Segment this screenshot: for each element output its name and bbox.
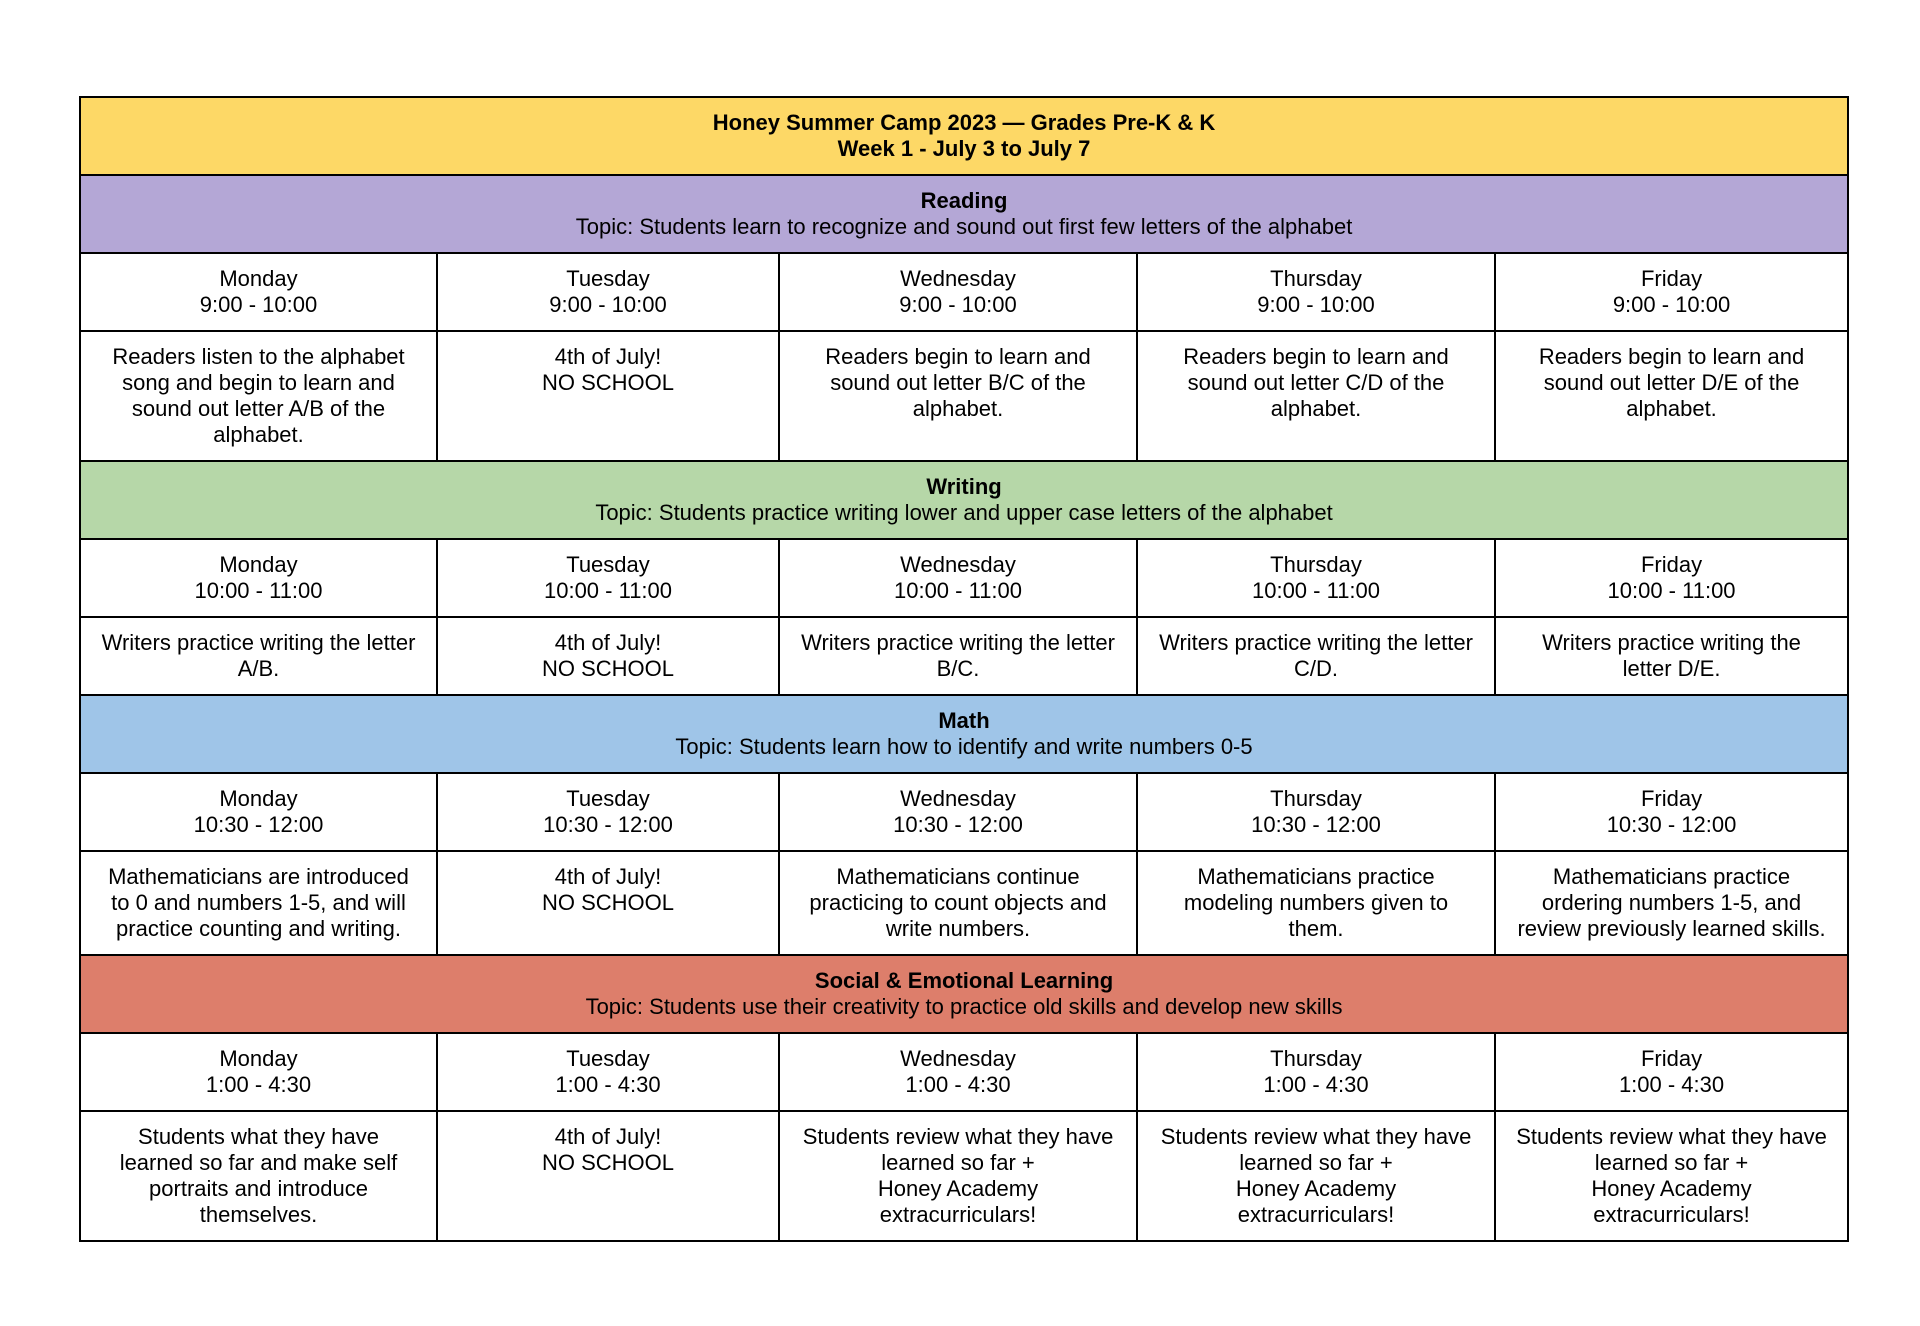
day-name: Monday <box>219 552 298 577</box>
activity-text: learned so far + <box>881 1150 1035 1175</box>
activity-cell <box>80 617 437 695</box>
activity-text: NO SCHOOL <box>541 370 675 395</box>
activity-text: learned so far + <box>1239 1150 1393 1175</box>
section-topic: Topic: Students learn to recognize and sound out first few letters of the alphabet <box>575 214 1353 239</box>
activity-text: B/C. <box>936 656 980 681</box>
math-section <box>80 695 1848 955</box>
time-slot: 9:00 - 10:00 <box>899 292 1017 317</box>
day-cell <box>1137 539 1495 617</box>
activity-cell <box>437 1111 779 1241</box>
sel-activity-row <box>80 1111 1848 1241</box>
day-cell <box>1137 773 1495 851</box>
day-name: Wednesday <box>900 1046 1016 1071</box>
activity-text: 4th of July! <box>554 864 662 889</box>
activity-cell <box>437 331 779 461</box>
day-cell <box>1495 773 1848 851</box>
day-cell <box>1137 253 1495 331</box>
activity-cell <box>1495 617 1848 695</box>
day-name: Thursday <box>1270 1046 1362 1071</box>
day-cell <box>779 773 1137 851</box>
activity-cell <box>779 331 1137 461</box>
reading-day-row <box>80 253 1848 331</box>
activity-text: Readers listen to the alphabet <box>112 344 405 369</box>
section-topic: Topic: Students learn how to identify and write numbers 0-5 <box>675 734 1253 759</box>
day-name: Tuesday <box>566 266 650 291</box>
writing-activity-row <box>80 617 1848 695</box>
activity-text: review previously learned skills. <box>1517 916 1826 941</box>
day-cell <box>437 253 779 331</box>
activity-cell <box>437 851 779 955</box>
activity-text: alphabet. <box>213 422 304 447</box>
activity-text: themselves. <box>199 1202 318 1227</box>
day-cell <box>779 253 1137 331</box>
section-topic: Topic: Students use their creativity to practice old skills and develop new skills <box>585 994 1343 1019</box>
activity-text: song and begin to learn and <box>122 370 395 395</box>
day-cell <box>779 1033 1137 1111</box>
activity-text: to 0 and numbers 1-5, and will <box>111 890 406 915</box>
sel-header-row <box>80 955 1848 1033</box>
time-slot: 10:00 - 11:00 <box>1251 578 1381 603</box>
day-name: Tuesday <box>566 786 650 811</box>
day-name: Wednesday <box>900 552 1016 577</box>
week-label: Week 1 - July 3 to July 7 <box>837 136 1091 161</box>
activity-text: them. <box>1288 916 1344 941</box>
time-slot: 10:30 - 12:00 <box>893 812 1023 837</box>
activity-text: Readers begin to learn and <box>1538 344 1805 369</box>
time-slot: 9:00 - 10:00 <box>549 292 667 317</box>
activity-text: Writers practice writing the <box>1542 630 1801 655</box>
day-cell <box>437 773 779 851</box>
day-cell <box>1495 253 1848 331</box>
camp-title: Honey Summer Camp 2023 — Grades Pre-K & K <box>712 110 1216 135</box>
sel-day-row <box>80 1033 1848 1111</box>
math-day-row <box>80 773 1848 851</box>
math-activity-row <box>80 851 1848 955</box>
day-cell <box>1137 1033 1495 1111</box>
writing-header-row <box>80 461 1848 539</box>
activity-cell <box>80 851 437 955</box>
day-name: Monday <box>219 786 298 811</box>
day-cell <box>779 539 1137 617</box>
reading-header-row <box>80 175 1848 253</box>
activity-text: sound out letter C/D of the <box>1187 370 1445 395</box>
sel-header-cell <box>80 955 1848 1033</box>
section-name: Writing <box>926 474 1002 499</box>
reading-header-cell <box>80 175 1848 253</box>
time-slot: 1:00 - 4:30 <box>555 1072 661 1097</box>
time-slot: 10:00 - 11:00 <box>1607 578 1736 603</box>
activity-cell <box>80 331 437 461</box>
activity-text: portraits and introduce <box>149 1176 368 1201</box>
activity-text: Students what they have <box>138 1124 379 1149</box>
activity-text: Readers begin to learn and <box>825 344 1091 369</box>
activity-text: alphabet. <box>912 396 1004 421</box>
activity-text: C/D. <box>1294 656 1338 681</box>
day-name: Wednesday <box>900 786 1016 811</box>
activity-cell <box>1137 851 1495 955</box>
section-name: Math <box>938 708 990 733</box>
activity-text: letter D/E. <box>1622 656 1721 681</box>
activity-text: Honey Academy <box>1591 1176 1752 1201</box>
time-slot: 10:00 - 11:00 <box>893 578 1023 603</box>
day-cell <box>80 1033 437 1111</box>
time-slot: 10:30 - 12:00 <box>193 812 324 837</box>
day-name: Monday <box>219 266 298 291</box>
activity-text: Readers begin to learn and <box>1183 344 1449 369</box>
activity-text: Honey Academy <box>1235 1176 1397 1201</box>
activity-text: Students review what they have <box>1160 1124 1472 1149</box>
activity-cell <box>779 617 1137 695</box>
title-cell <box>80 97 1848 175</box>
writing-day-row <box>80 539 1848 617</box>
activity-cell <box>1137 331 1495 461</box>
time-slot: 1:00 - 4:30 <box>205 1072 312 1097</box>
section-name: Reading <box>920 188 1008 213</box>
time-slot: 10:30 - 12:00 <box>1251 812 1381 837</box>
activity-text: 4th of July! <box>554 1124 662 1149</box>
day-name: Friday <box>1640 1046 1703 1071</box>
time-slot: 10:00 - 11:00 <box>543 578 673 603</box>
activity-text: Students review what they have <box>802 1124 1114 1149</box>
activity-text: modeling numbers given to <box>1183 890 1449 915</box>
activity-text: Students review what they have <box>1516 1124 1827 1149</box>
activity-cell <box>1137 1111 1495 1241</box>
day-name: Thursday <box>1270 786 1362 811</box>
activity-text: Mathematicians practice <box>1197 864 1435 889</box>
math-header-row <box>80 695 1848 773</box>
day-cell <box>80 253 437 331</box>
time-slot: 10:30 - 12:00 <box>543 812 673 837</box>
day-name: Friday <box>1640 266 1703 291</box>
day-cell <box>437 1033 779 1111</box>
activity-cell <box>1495 851 1848 955</box>
activity-text: Mathematicians continue <box>836 864 1080 889</box>
day-name: Thursday <box>1270 552 1362 577</box>
activity-cell <box>1495 1111 1848 1241</box>
activity-text: NO SCHOOL <box>541 890 675 915</box>
section-name: Social & Emotional Learning <box>814 968 1114 993</box>
activity-text: alphabet. <box>1270 396 1362 421</box>
math-header-cell <box>80 695 1848 773</box>
time-slot: 9:00 - 10:00 <box>1257 292 1375 317</box>
activity-text: alphabet. <box>1626 396 1717 421</box>
day-name: Friday <box>1640 552 1703 577</box>
activity-text: sound out letter D/E of the <box>1543 370 1800 395</box>
activity-cell <box>437 617 779 695</box>
activity-cell <box>779 851 1137 955</box>
activity-text: practicing to count objects and <box>809 890 1107 915</box>
activity-cell <box>1495 331 1848 461</box>
activity-text: Honey Academy <box>877 1176 1039 1201</box>
day-cell <box>80 773 437 851</box>
day-name: Wednesday <box>900 266 1016 291</box>
activity-text: learned so far and make self <box>119 1150 398 1175</box>
activity-text: Writers practice writing the letter <box>101 630 416 655</box>
activity-text: NO SCHOOL <box>541 656 675 681</box>
activity-text: extracurriculars! <box>1593 1202 1750 1227</box>
activity-text: extracurriculars! <box>879 1202 1037 1227</box>
day-name: Thursday <box>1270 266 1362 291</box>
writing-header-cell <box>80 461 1848 539</box>
day-cell <box>1495 539 1848 617</box>
writing-section <box>80 461 1848 695</box>
activity-text: A/B. <box>237 656 280 681</box>
time-slot: 1:00 - 4:30 <box>905 1072 1011 1097</box>
activity-text: sound out letter B/C of the <box>830 370 1086 395</box>
time-slot: 9:00 - 10:00 <box>1612 292 1731 317</box>
activity-cell <box>80 1111 437 1241</box>
day-name: Friday <box>1640 786 1703 811</box>
activity-text: 4th of July! <box>554 630 662 655</box>
activity-text: Mathematicians are introduced <box>108 864 409 889</box>
activity-text: Writers practice writing the letter <box>1159 630 1473 655</box>
activity-text: Writers practice writing the letter <box>801 630 1115 655</box>
sel-section <box>80 955 1848 1241</box>
day-cell <box>437 539 779 617</box>
reading-activity-row <box>80 331 1848 461</box>
day-cell <box>80 539 437 617</box>
time-slot: 1:00 - 4:30 <box>1263 1072 1369 1097</box>
time-slot: 10:30 - 12:00 <box>1606 812 1737 837</box>
activity-cell <box>1137 617 1495 695</box>
camp-schedule-table <box>79 96 1849 1242</box>
day-name: Tuesday <box>566 1046 650 1071</box>
day-name: Monday <box>219 1046 298 1071</box>
activity-cell <box>779 1111 1137 1241</box>
time-slot: 1:00 - 4:30 <box>1618 1072 1725 1097</box>
activity-text: ordering numbers 1-5, and <box>1541 890 1802 915</box>
activity-text: extracurriculars! <box>1237 1202 1395 1227</box>
activity-text: 4th of July! <box>554 344 662 369</box>
reading-section <box>80 175 1848 461</box>
title-row <box>80 97 1848 175</box>
activity-text: sound out letter A/B of the <box>131 396 386 421</box>
activity-text: Mathematicians practice <box>1552 864 1791 889</box>
section-topic: Topic: Students practice writing lower and upper case letters of the alphabet <box>595 500 1333 525</box>
activity-text: write numbers. <box>885 916 1031 941</box>
day-name: Tuesday <box>566 552 650 577</box>
activity-text: learned so far + <box>1594 1150 1749 1175</box>
day-cell <box>1495 1033 1848 1111</box>
activity-text: NO SCHOOL <box>541 1150 675 1175</box>
time-slot: 10:00 - 11:00 <box>194 578 323 603</box>
time-slot: 9:00 - 10:00 <box>199 292 318 317</box>
activity-text: practice counting and writing. <box>116 916 401 941</box>
